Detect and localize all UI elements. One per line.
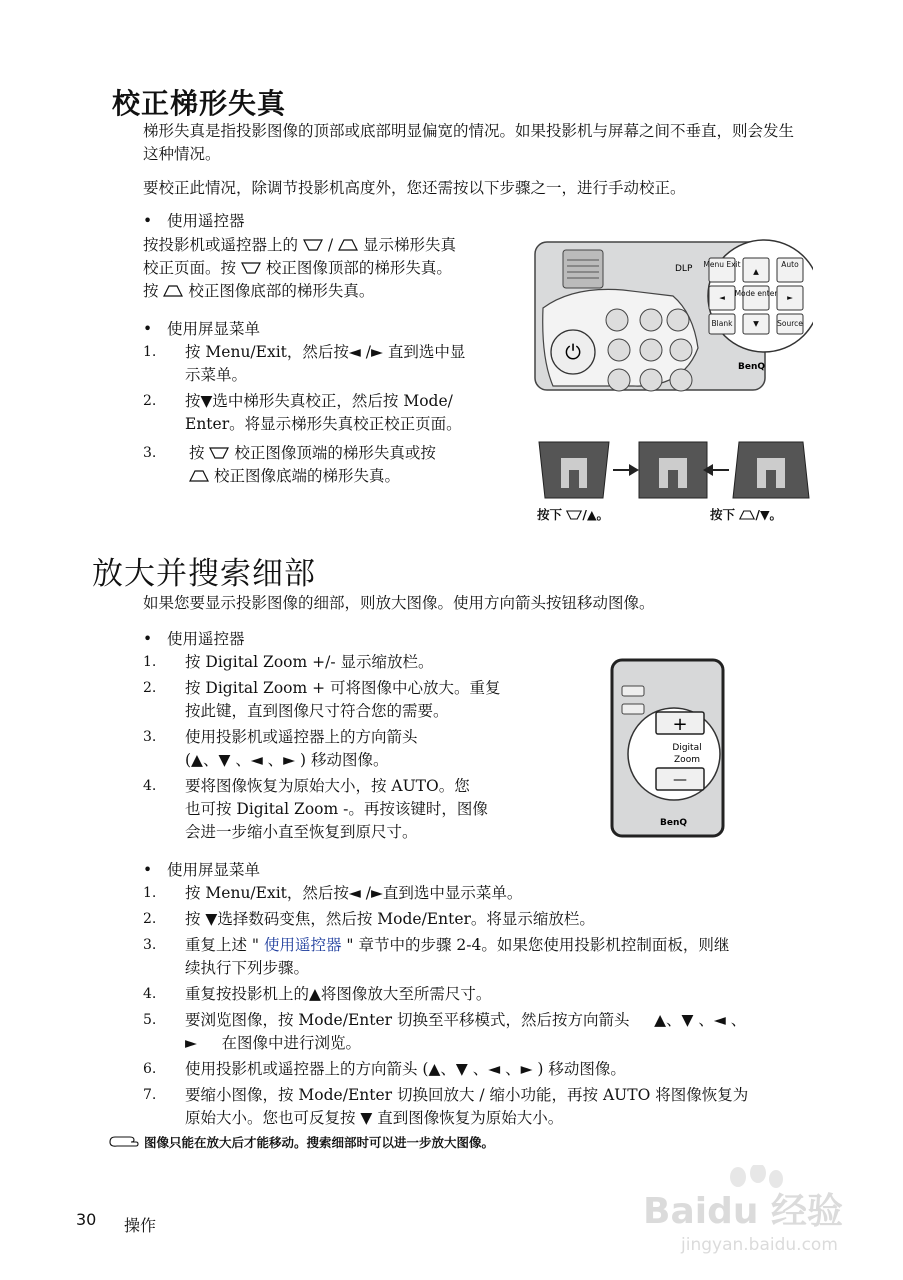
link-use-remote[interactable]: 使用遥控器 <box>263 936 342 954</box>
keystone-top-icon <box>241 262 261 274</box>
svg-text:Menu Exit: Menu Exit <box>703 260 741 269</box>
svg-text:Blank: Blank <box>711 319 733 328</box>
keystone-bottom-icon <box>338 239 358 251</box>
bullet-osd-zoom: • 使用屏显菜单 <box>143 861 260 879</box>
keystone-picture-left <box>539 442 609 498</box>
svg-text:Source: Source <box>777 319 803 328</box>
note-text: 图像只能在放大后才能移动。搜索细部时可以进一步放大图像。 <box>144 1135 495 1150</box>
keystone-bottom-icon <box>163 285 183 297</box>
section-title-keystone: 校正梯形失真 <box>112 87 287 120</box>
keystone-instruction: 要校正此情况，除调节投影机高度外，您还需按以下步骤之一，进行手动校正。 <box>143 179 686 197</box>
svg-text:▲: ▲ <box>753 267 759 276</box>
page-number: 30 <box>76 1210 97 1229</box>
zoom-label-2: Zoom <box>674 755 700 765</box>
watermark-url: jingyan.baidu.com <box>681 1235 838 1255</box>
keystone-bottom-icon <box>189 470 209 482</box>
osd-steps-zoom: 1. 按 Menu/Exit，然后按◄ /►直到选中显示菜单。 2. 按 ▼选择数码变焦，然后按 Mode/Enter。将显示缩放栏。 3. 重复上述 " 使用遥控器 " 章节中的步骤 2-4。如果您使用投影机控制面板，则继 续执行下列步骤。 4. 重复按投影机上的▲将图像放大至所需尺寸。 5. 要浏览图像，按 Mode/Enter 切换至平移模式，然后按方向箭头 ▲、▼ 、◄ 、 ► 在图像中进行浏览。 6. 使用投影机或遥控器上的方向箭头 (▲、▼ 、◄ 、► ) 移动图像。 7. 要缩小图像，按 Mode/Enter 切换回放大 / 缩小功能，再按 AUTO 将图像恢复为 原始大小。您也可反复按 ▼ 直到图像恢复为原始大小。 <box>143 884 749 1127</box>
remote-instructions: 按投影机或遥控器上的 / 显示梯形失真 校正页面。按 校正图像顶部的梯形失真。 按 校正图像底部的梯形失真。 <box>143 236 456 300</box>
keystone-picture-center <box>639 442 707 498</box>
zoom-intro: 如果您要显示投影图像的细部，则放大图像。使用方向箭头按钮移动图像。 <box>143 594 655 612</box>
keystone-intro: 梯形失真是指投影图像的顶部或底部明显偏宽的情况。如果投影机与屏幕之间不垂直，则会发生这种情况。 <box>143 122 795 163</box>
footer-section: 操作 <box>124 1216 157 1235</box>
svg-text:▼: ▼ <box>753 319 759 328</box>
bullet-remote-label: 使用遥控器 <box>166 212 245 230</box>
caption-left: 按下 /▲。 <box>537 507 610 522</box>
bullet-remote-zoom: • 使用遥控器 <box>143 630 245 648</box>
brand-logo: BenQ <box>738 362 766 372</box>
pointing-hand-icon <box>108 1133 140 1151</box>
keystone-top-icon <box>566 510 582 520</box>
baidu-watermark <box>643 1165 893 1265</box>
brand-logo-2: BenQ <box>660 818 688 828</box>
remote-steps-zoom: 1. 按 Digital Zoom +/- 显示缩放栏。 2. 按 Digital Zoom + 可将图像中心放大。重复 按此键，直到图像尺寸符合您的需要。 3. 使用投影机或遥控器上的方向箭头 (▲、▼ 、◄ 、► ) 移动图像。 4. 要将图像恢复为原始大小，按 AUTO。您 也可按 Digital Zoom -。再按该键时，图像 会进一步缩小直至恢复到原尺寸。 <box>143 653 501 841</box>
keystone-pictures <box>533 440 813 502</box>
bullet-osd: • 使用屏显菜单 <box>143 320 260 338</box>
keystone-bottom-icon <box>739 510 755 520</box>
keystone-picture-right <box>733 442 809 498</box>
zoom-plus-label: + <box>672 714 688 735</box>
digital-zoom-remote-illustration <box>610 658 726 840</box>
power-icon: ⏻ <box>565 340 581 364</box>
zoom-minus-label: — <box>673 772 687 788</box>
bullet-remote: • 使用遥控器 <box>143 212 245 230</box>
projector-remote-illustration <box>533 238 813 398</box>
note <box>108 1133 494 1151</box>
section-title-zoom: 放大并搜索细部 <box>92 556 316 592</box>
svg-text:◄: ◄ <box>719 293 725 302</box>
svg-text:►: ► <box>787 293 793 302</box>
caption-right: 按下 /▼。 <box>710 507 783 522</box>
svg-text:Auto: Auto <box>781 260 799 269</box>
keystone-top-icon <box>303 239 323 251</box>
zoom-label: Digital <box>672 743 702 753</box>
osd-steps-keystone: 1. 按 Menu/Exit，然后按◄ /► 直到选中显 示菜单。 2. 按▼选中梯形失真校正，然后按 Mode/ Enter。将显示梯形失真校正校正页面。 3. 按 校正图像顶端的梯形失真或按 校正图像底端的梯形失真。 <box>143 343 466 485</box>
dlp-logo: DLP <box>675 264 693 274</box>
keystone-top-icon <box>209 447 229 459</box>
svg-text:Mode enter: Mode enter <box>734 289 778 298</box>
watermark-logo: Baidu 经验 <box>643 1191 844 1232</box>
